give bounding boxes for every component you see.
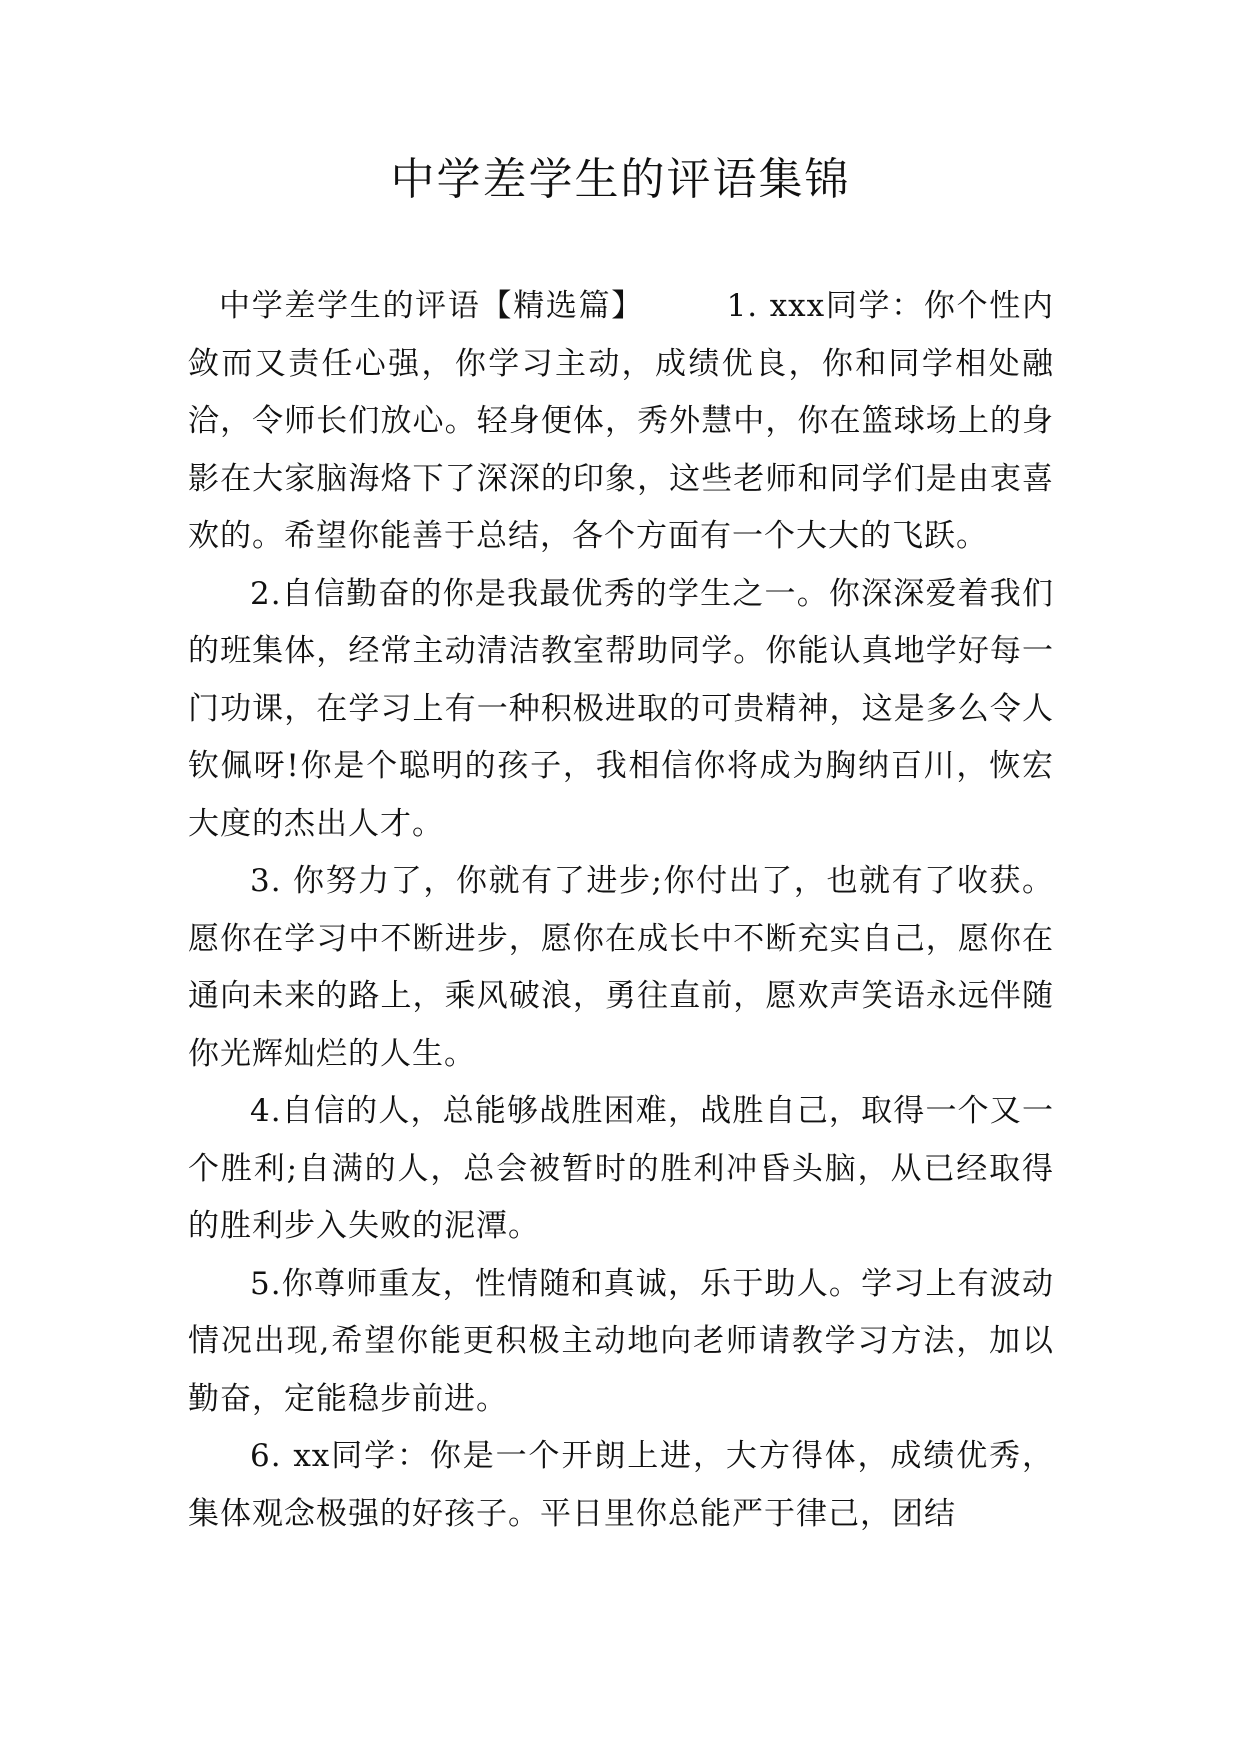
paragraph-2: 2.自信勤奋的你是我最优秀的学生之一。你深深爱着我们的班集体，经常主动清洁教室帮助同学。你能认真地学好每一门功课，在学习上有一种积极进取的可贵精神，这是多么令人钦佩呀!你是个聪明的孩子，我相信你将成为胸纳百川，恢宏大度的杰出人才。 [188,575,1054,842]
paragraph-1: 中学差学生的评语【精选篇】 1. xxx同学：你个性内敛而又责任心强，你学习主动，成绩优良，你和同学相处融洽，令师长们放心。轻身便体，秀外慧中，你在篮球场上的身影在大家脑海烙下了深深的印象，这些老师和同学们是由衷喜欢的。希望你能善于总结，各个方面有一个大大的飞跃。 [188,288,1054,554]
paragraph-6: 6. xx同学：你是一个开朗上进，大方得体，成绩优秀，集体观念极强的好孩子。平日里你总能严于律己，团结 [188,1438,1054,1532]
document-body [188,278,1054,1543]
paragraph-4: 4.自信的人，总能够战胜困难，战胜自己，取得一个又一个胜利;自满的人，总会被暂时的胜利冲昏头脑，从已经取得的胜利步入失败的泥潭。 [188,1093,1054,1244]
paragraph-5: 5.你尊师重友，性情随和真诚，乐于助人。学习上有波动情况出现,希望你能更积极主动地向老师请教学习方法，加以勤奋，定能稳步前进。 [188,1265,1054,1417]
document-title: 中学差学生的评语集锦 [390,154,851,205]
paragraph-3: 3. 你努力了，你就有了进步;你付出了，也就有了收获。愿你在学习中不断进步，愿你在成长中不断充实自己，愿你在通向未来的路上，乘风破浪，勇往直前，愿欢声笑语永远伴随你光辉灿烂的人生。 [188,863,1054,1072]
